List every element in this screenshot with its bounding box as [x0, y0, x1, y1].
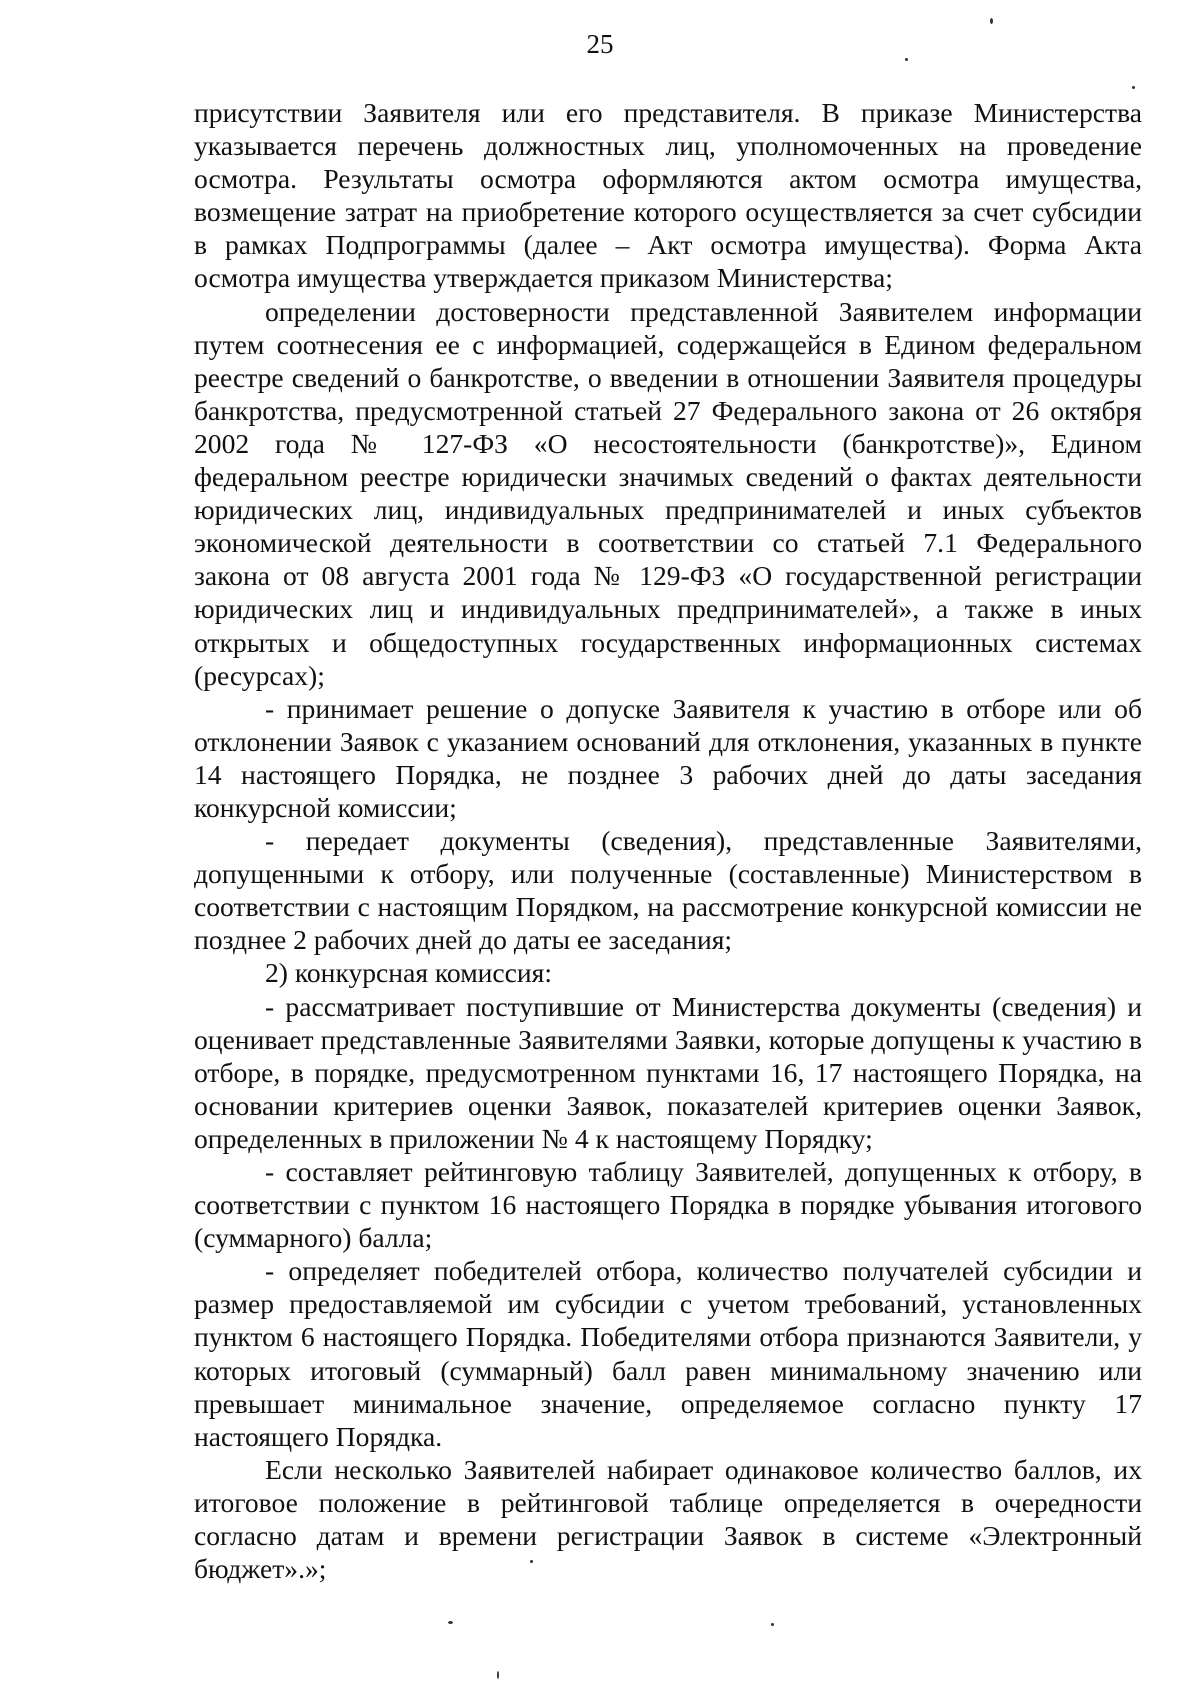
page-number: 25 — [586, 29, 614, 59]
scan-speck — [990, 18, 993, 24]
scan-speck — [497, 1671, 499, 1679]
paragraph-winners: - определяет победителей отбора, количество получателей субсидии и размер предоставляемой им субсидии с учетом требований, установленных пунктом 6 настоящего Порядка. Победителями отбора признаются Заявители, у которых итоговый (суммарный) балл равен минимальному значению или превышает минимальное значение, определяемое согласно пункту 17 настоящего Порядка. — [194, 1255, 1142, 1452]
body-text — [194, 96, 1142, 1585]
paragraph-equal-scores: Если несколько Заявителей набирает одинаковое количество баллов, их итоговое положение в рейтинговой таблице определяется в очередности согласно датам и времени регистрации Заявок в системе «Электронный бюджет».»; — [194, 1453, 1142, 1585]
scan-speck — [1132, 86, 1135, 89]
paragraph-admission-decision: - принимает решение о допуске Заявителя к участию в отборе или об отклонении Заявок с указанием оснований для отклонения, указанных в пункте 14 настоящего Порядка, не позднее 3 рабочих дней до даты заседания конкурсной комиссии; — [194, 692, 1142, 823]
scan-speck — [448, 1621, 453, 1624]
paragraph-evaluation: - рассматривает поступившие от Министерства документы (сведения) и оценивает представленные Заявителями Заявки, которые допущены к участию в отборе, в порядке, предусмотренном пунктами 16, 17 настоящего Порядка, на основании критериев оценки Заявок, показателей критериев оценки Заявок, определенных в приложении № 4 к настоящему Порядку; — [194, 990, 1142, 1154]
paragraph-verification: определении достоверности представленной Заявителем информации путем соотнесения ее с информацией, содержащейся в Едином федеральном реестре сведений о банкротстве, о введении в отношении Заявителя процедуры банкротства, предусмотренной статьей 27 Федерального закона от 26 октября 2002 года № 127-ФЗ «О несостоятельности (банкротстве)», Едином федеральном реестре юридически значимых сведений о фактах деятельности юридических лиц, индивидуальных предпринимателей и иных субъектов экономической деятельности в соответствии со статьей 7.1 Федерального закона от 08 августа 2001 года № 129-ФЗ «О государственной регистрации юридических лиц и индивидуальных предпринимателей», а также в иных открытых и общедоступных государственных информационных системах (ресурсах); — [194, 295, 1142, 691]
paragraph-rating-table: - составляет рейтинговую таблицу Заявителей, допущенных к отбору, в соответствии с пунктом 16 настоящего Порядка в порядке убывания итогового (суммарного) балла; — [194, 1156, 1142, 1254]
paragraph-commission-heading: 2) конкурсная комиссия: — [265, 957, 553, 989]
scan-speck — [905, 58, 908, 61]
scan-speck — [771, 1623, 774, 1626]
scan-speck — [530, 1560, 533, 1563]
paragraph-document-transfer: - передает документы (сведения), представленные Заявителями, допущенными к отбору, или полученные (составленные) Министерством в соответствии с настоящим Порядком, на рассмотрение конкурсной комиссии не позднее 2 рабочих дней до даты ее заседания; — [194, 825, 1142, 956]
paragraph-inspection: присутствии Заявителя или его представителя. В приказе Министерства указывается перечень должностных лиц, уполномоченных на проведение осмотра. Результаты осмотра оформляются актом осмотра имущества, возмещение затрат на приобретение которого осуществляется за счет субсидии в рамках Подпрограммы (далее – Акт осмотра имущества). Форма Акта осмотра имущества утверждается приказом Министерства; — [194, 97, 1142, 294]
